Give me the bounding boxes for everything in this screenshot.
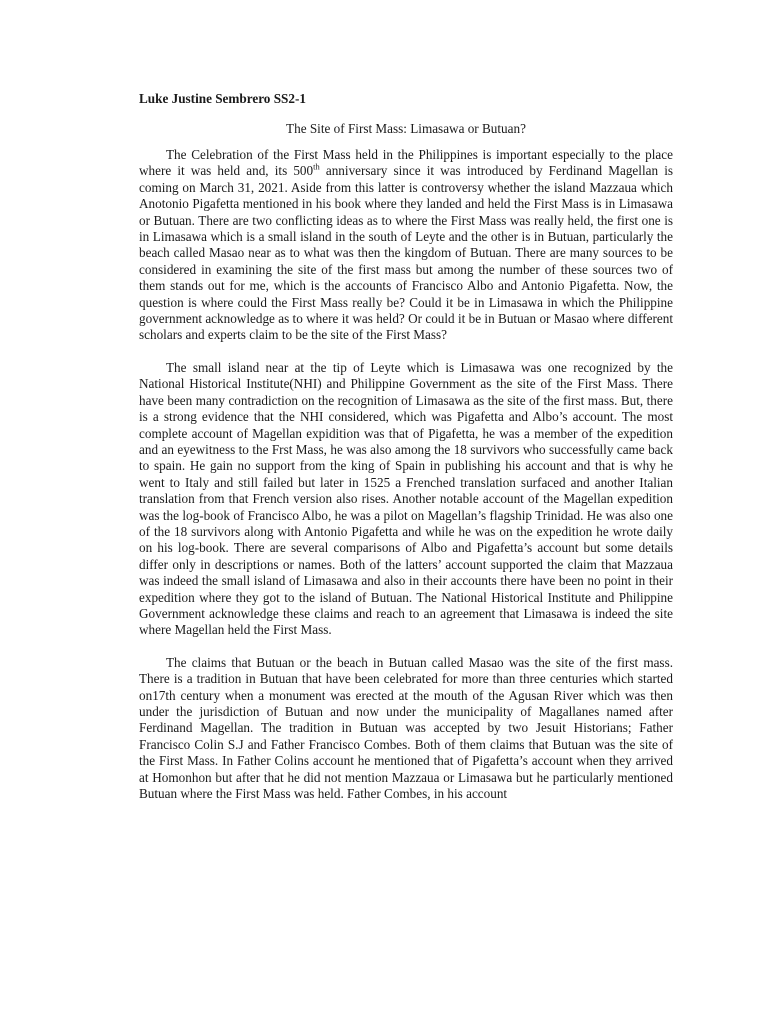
paragraph-butuan: The claims that Butuan or the beach in Butuan called Masao was the site of the first mass. There is a tradition in Butuan that have been celebrated for more than three centuries which started on17th century when a monument was erected at the mouth of the Agusan River which was then under the jurisdiction of Butuan and now under the municipality of Magallanes named after Ferdinand Magellan. The tradition in Butuan was accepted by two Jesuit Historians; Father Francisco Colin S.J and Father Francisco Combes. Both of them claims that Butuan was the site of the First Mass. In Father Colins account he mentioned that of Pigafetta’s account when they arrived at Homonhon but after that he did not mention Mazzaua or Limasawa but he particularly mentioned Butuan where the First Mass was held. Father Combes, in his account bbox=[139, 654, 673, 802]
paragraph-intro-part2: anniversary since it was introduced by Ferdinand Magellan is coming on March 31, 2021. Aside from this latter is controversy whether the island Mazzaua which Anotonio Pigafetta mentioned in his book where they landed and held the First Mass is in Limasawa or Butuan. There are two conflicting ideas as to where the First Mass was really held, the first one is in Limasawa which is a small island in the south of Leyte and the other is in Butuan, particularly the beach called Masao near as to what was then the kingdom of Butuan. There are many sources to be considered in examining the site of the first mass but among the number of these sources two of them stands out for me, which is the accounts of Francisco Albo and Antonio Pigafetta. Now, the question is where could the First Mass really be? Could it be in Limasawa in which the Philippine government acknowledge as to where it was held? Or could it be in Butuan or Masao where different scholars and experts claim to be the site of the First Mass? bbox=[139, 163, 673, 343]
paragraph-intro bbox=[139, 147, 673, 344]
document-page bbox=[139, 90, 673, 818]
paragraph-limasawa: The small island near at the tip of Leyte which is Limasawa was one recognized by the National Historical Institute(NHI) and Philippine Government as the site of the First Mass. There have been many contradiction on the recognition of Limasawa as the site of the first mass. But, there is a strong evidence that the NHI considered, which was Pigafetta and Albo’s account. The most complete account of Magellan expidition was that of Pigafetta, he was a member of the expedition and an eyewitness to the Frst Mass, he was also among the 18 survivors who successfully came back to spain. He gain no support from the king of Spain in publishing his account and that is why he went to Italy and still failed but later in 1525 a Frenched translation surfaced and another Italian translation from that French version also rises. Another notable account of the Magellan expedition was the log-book of Francisco Albo, he was a pilot on Magellan’s flagship Trinidad. He was also one of the 18 survivors along with Antonio Pigafetta and while he was on the expedition he wrote daily on his log-book. There are several comparisons of Albo and Pigafetta’s account but some details differ only in descriptions or names. Both of the latters’ account supported the claim that Mazzaua was indeed the small island of Limasawa and also in their accounts there have been no point in their expedition where they got to the island of Butuan. The National Historical Institute and Philippine Government acknowledge these claims and reach to an agreement that Limasawa is indeed the site where Magellan held the First Mass. bbox=[139, 359, 673, 638]
ordinal-superscript: th bbox=[313, 162, 320, 173]
paragraph-intro-part1: The Celebration of the First Mass held in the Philippines is important especially to the place where it was held and, its 500 bbox=[139, 147, 673, 179]
author-line: Luke Justine Sembrero SS2-1 bbox=[139, 91, 306, 106]
document-title: The Site of First Mass: Limasawa or Butuan? bbox=[286, 121, 526, 136]
